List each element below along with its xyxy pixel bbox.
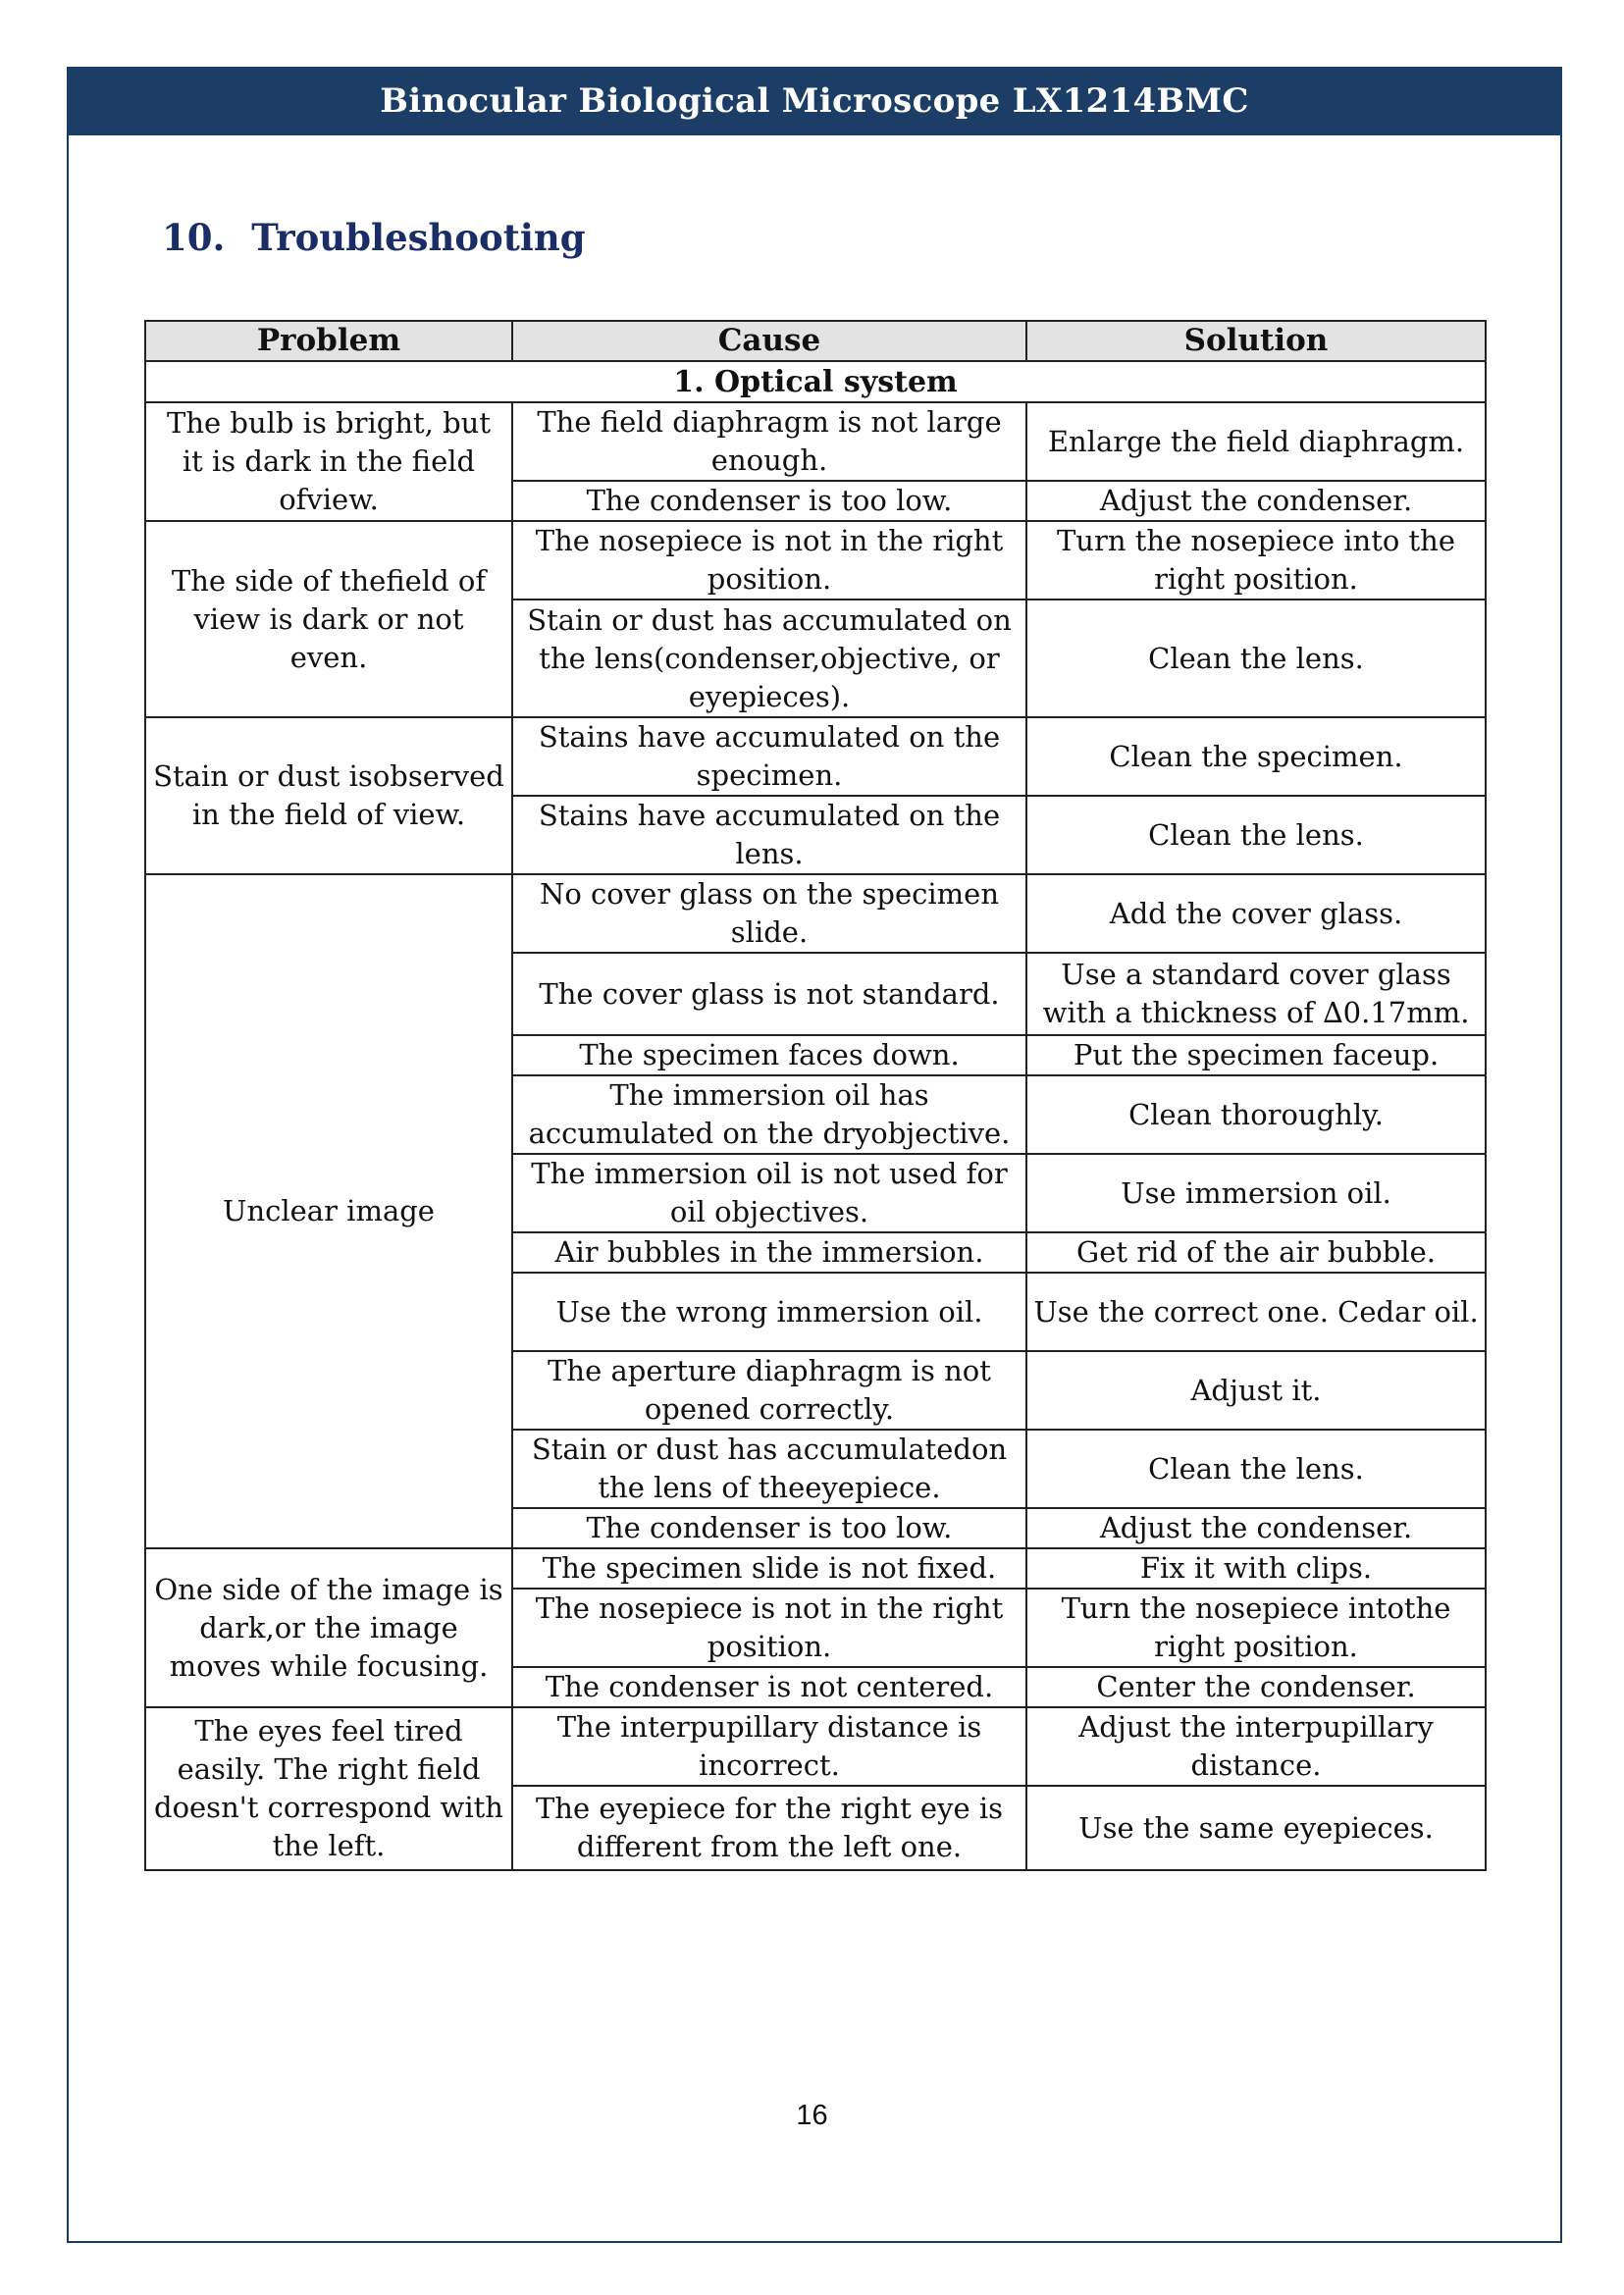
- cause-cell: The condenser is too low.: [512, 481, 1026, 521]
- cause-cell: The eyepiece for the right eye is different from the left one.: [512, 1786, 1026, 1870]
- table-row: [145, 402, 1486, 481]
- cause-cell: The cover glass is not standard.: [512, 953, 1026, 1035]
- solution-cell: Adjust the interpupillary distance.: [1026, 1707, 1486, 1786]
- cause-cell: Air bubbles in the immersion.: [512, 1232, 1026, 1273]
- cause-cell: The nosepiece is not in the right position.: [512, 1589, 1026, 1667]
- table-row: [145, 717, 1486, 796]
- solution-cell: Add the cover glass.: [1026, 874, 1486, 953]
- section-number: 10.: [162, 216, 226, 259]
- problem-cell: Stain or dust isobserved in the field of view.: [145, 717, 512, 874]
- cause-cell: Stains have accumulated on the lens.: [512, 796, 1026, 874]
- cause-cell: The aperture diaphragm is not opened correctly.: [512, 1351, 1026, 1430]
- cause-cell: Stains have accumulated on the specimen.: [512, 717, 1026, 796]
- solution-cell: Clean the lens.: [1026, 600, 1486, 717]
- solution-cell: Clean the specimen.: [1026, 717, 1486, 796]
- cause-cell: The specimen faces down.: [512, 1035, 1026, 1075]
- table-header-row: [145, 321, 1486, 361]
- section-title: Troubleshooting: [251, 216, 586, 259]
- cause-cell: The condenser is not centered.: [512, 1667, 1026, 1707]
- table-row: [145, 521, 1486, 600]
- cause-cell: The nosepiece is not in the right position.: [512, 521, 1026, 600]
- solution-cell: Turn the nosepiece into the right position.: [1026, 521, 1486, 600]
- table-row: [145, 1548, 1486, 1589]
- solution-cell: Adjust it.: [1026, 1351, 1486, 1430]
- troubleshooting-table: [144, 320, 1487, 1871]
- problem-cell: The side of thefield of view is dark or not even.: [145, 521, 512, 717]
- cause-cell: No cover glass on the specimen slide.: [512, 874, 1026, 953]
- cause-cell: The specimen slide is not fixed.: [512, 1548, 1026, 1589]
- solution-cell: Use immersion oil.: [1026, 1154, 1486, 1232]
- problem-cell: Unclear image: [145, 874, 512, 1548]
- cause-cell: Use the wrong immersion oil.: [512, 1273, 1026, 1351]
- group-row: [145, 361, 1486, 402]
- group-label: 1. Optical system: [145, 361, 1486, 402]
- solution-cell: Clean thoroughly.: [1026, 1075, 1486, 1154]
- solution-cell: Put the specimen faceup.: [1026, 1035, 1486, 1075]
- table-row: [145, 1707, 1486, 1786]
- solution-cell: Get rid of the air bubble.: [1026, 1232, 1486, 1273]
- problem-cell: One side of the image is dark,or the image moves while focusing.: [145, 1548, 512, 1707]
- cause-cell: Stain or dust has accumulatedon the lens of theeyepiece.: [512, 1430, 1026, 1508]
- solution-cell: Adjust the condenser.: [1026, 1508, 1486, 1548]
- cause-cell: Stain or dust has accumulated on the lens(condenser,objective, or eyepieces).: [512, 600, 1026, 717]
- solution-cell: Use the correct one. Cedar oil.: [1026, 1273, 1486, 1351]
- solution-cell: Adjust the condenser.: [1026, 481, 1486, 521]
- cause-cell: The interpupillary distance is incorrect.: [512, 1707, 1026, 1786]
- solution-cell: Clean the lens.: [1026, 1430, 1486, 1508]
- solution-cell: Use a standard cover glass with a thickness of ∆0.17mm.: [1026, 953, 1486, 1035]
- document-title: Binocular Biological Microscope LX1214BMC: [380, 81, 1249, 121]
- column-header-cause: Cause: [512, 321, 1026, 361]
- problem-cell: The eyes feel tired easily. The right field doesn't correspond with the left.: [145, 1707, 512, 1870]
- solution-cell: Use the same eyepieces.: [1026, 1786, 1486, 1870]
- cause-cell: The condenser is too low.: [512, 1508, 1026, 1548]
- table-row: [145, 874, 1486, 953]
- problem-cell: The bulb is bright, but it is dark in the field ofview.: [145, 402, 512, 521]
- page-number: 16: [796, 2100, 828, 2131]
- cause-cell: The field diaphragm is not large enough.: [512, 402, 1026, 481]
- cause-cell: The immersion oil is not used for oil objectives.: [512, 1154, 1026, 1232]
- cause-cell: The immersion oil has accumulated on the dryobjective.: [512, 1075, 1026, 1154]
- column-header-problem: Problem: [145, 321, 512, 361]
- solution-cell: Clean the lens.: [1026, 796, 1486, 874]
- solution-cell: Turn the nosepiece intothe right position.: [1026, 1589, 1486, 1667]
- solution-cell: Fix it with clips.: [1026, 1548, 1486, 1589]
- solution-cell: Enlarge the field diaphragm.: [1026, 402, 1486, 481]
- document-header: [67, 67, 1562, 135]
- section-heading: [162, 216, 586, 259]
- solution-cell: Center the condenser.: [1026, 1667, 1486, 1707]
- column-header-solution: Solution: [1026, 321, 1486, 361]
